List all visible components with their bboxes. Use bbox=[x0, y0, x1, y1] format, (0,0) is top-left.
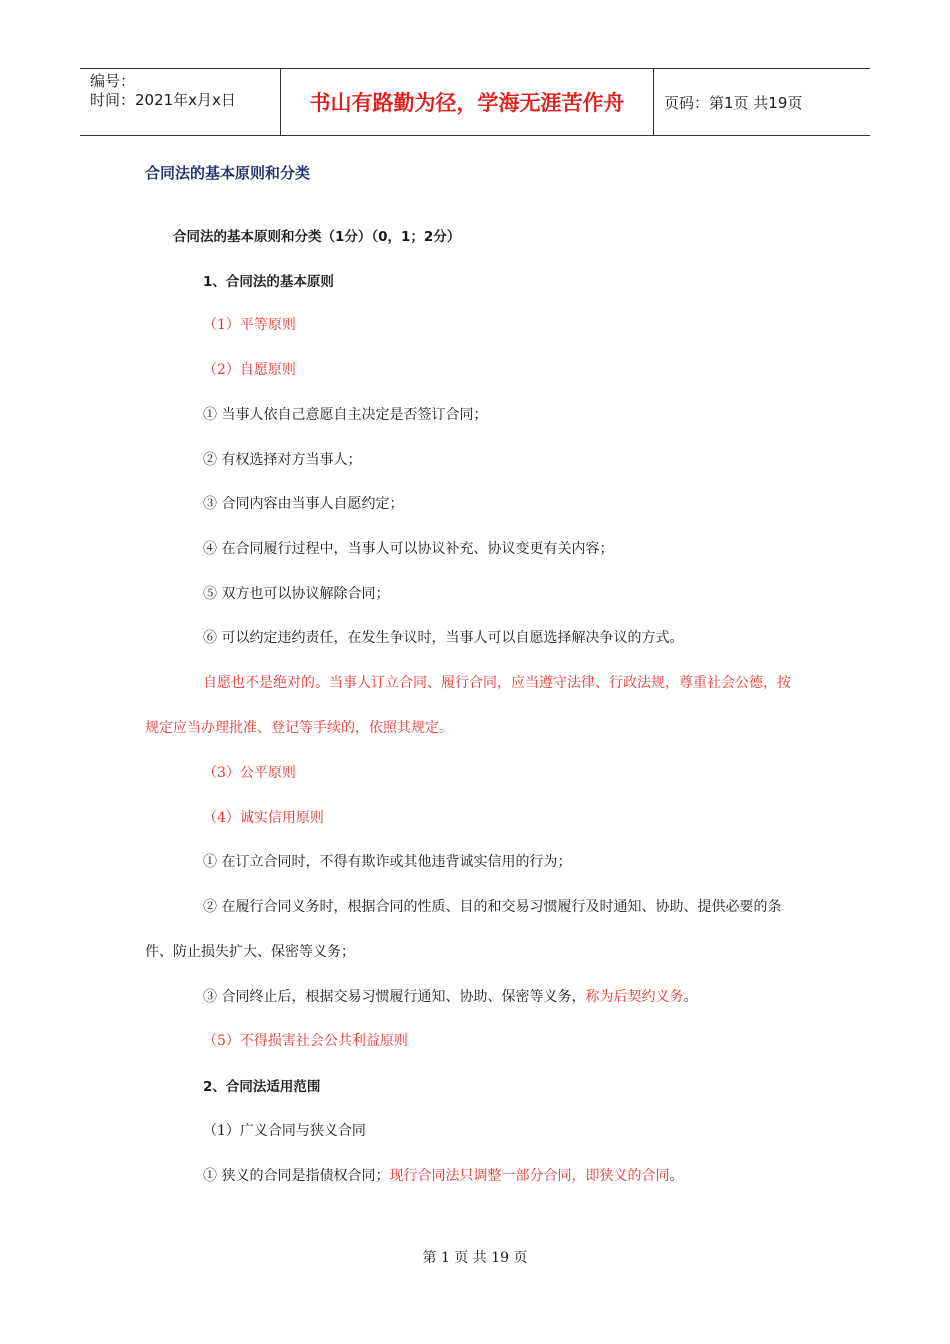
header-motto: 书山有路勤为径，学海无涯苦作舟 bbox=[281, 69, 654, 135]
scope-item-2-end: 。 bbox=[669, 1168, 684, 1184]
voluntary-item-3: ③ 合同内容由当事人自愿约定； bbox=[203, 496, 404, 512]
good-faith-item-2-line-2: 件、防止损失扩大、保密等义务； bbox=[145, 944, 355, 960]
scope-item-2-highlight: 现行合同法只调整一部分合同，即狭义的合同 bbox=[389, 1168, 670, 1184]
good-faith-item-3 bbox=[203, 986, 697, 1006]
number-label: 编号： bbox=[90, 72, 136, 90]
principle-equal: （1）平等原则 bbox=[203, 317, 296, 333]
good-faith-item-2-line-1: ② 在履行合同义务时，根据合同的性质、目的和交易习惯履行及时通知、协助、提供必要的条 bbox=[203, 899, 782, 915]
voluntary-item-1: ① 当事人依自己意愿自主决定是否签订合同； bbox=[203, 407, 488, 423]
section-heading-2: 2、合同法适用范围 bbox=[203, 1079, 321, 1095]
page-footer: 第 1 页 共 19 页 bbox=[422, 1250, 528, 1266]
scope-item-2 bbox=[203, 1165, 683, 1185]
voluntary-item-5: ⑤ 双方也可以协议解除合同； bbox=[203, 586, 390, 602]
principle-fairness: （3）公平原则 bbox=[203, 765, 296, 781]
voluntary-note-line-2: 规定应当办理批准、登记等手续的，依照其规定。 bbox=[145, 720, 453, 736]
good-faith-item-1: ① 在订立合同时，不得有欺诈或其他违背诚实信用的行为； bbox=[203, 854, 572, 870]
voluntary-item-6: ⑥ 可以约定违约责任，在发生争议时，当事人可以自愿选择解决争议的方式。 bbox=[203, 630, 684, 646]
page-header bbox=[80, 68, 870, 136]
voluntary-item-4: ④ 在合同履行过程中，当事人可以协议补充、协议变更有关内容； bbox=[203, 541, 614, 557]
subtitle: 合同法的基本原则和分类（1分）（0，1；2分） bbox=[173, 229, 461, 245]
good-faith-item-3-text: ③ 合同终止后，根据交易习惯履行通知、协助、保密等义务， bbox=[203, 989, 586, 1005]
header-page-label: 页码：第1页 共19页 bbox=[664, 93, 803, 112]
principle-public-interest: （5）不得损害社会公共利益原则 bbox=[203, 1033, 408, 1049]
voluntary-note-line-1: 自愿也不是绝对的。当事人订立合同、履行合同，应当遵守法律、行政法规，尊重社会公德，按 bbox=[203, 675, 791, 691]
principle-voluntary: （2）自愿原则 bbox=[203, 362, 296, 378]
post-contract-duty: 称为后契约义务 bbox=[585, 989, 684, 1005]
principle-good-faith: （4）诚实信用原则 bbox=[203, 810, 324, 826]
scope-item-1: （1）广义合同与狭义合同 bbox=[203, 1123, 366, 1139]
scope-item-2-text: ① 狭义的合同是指债权合同； bbox=[203, 1168, 390, 1184]
voluntary-item-2: ② 有权选择对方当事人； bbox=[203, 452, 362, 468]
good-faith-item-3-end: 。 bbox=[683, 989, 698, 1005]
time-label: 时间：2021年x月x日 bbox=[90, 91, 236, 109]
section-heading-1: 1、合同法的基本原则 bbox=[203, 274, 334, 290]
header-meta bbox=[80, 69, 281, 135]
document-title: 合同法的基本原则和分类 bbox=[145, 164, 311, 182]
